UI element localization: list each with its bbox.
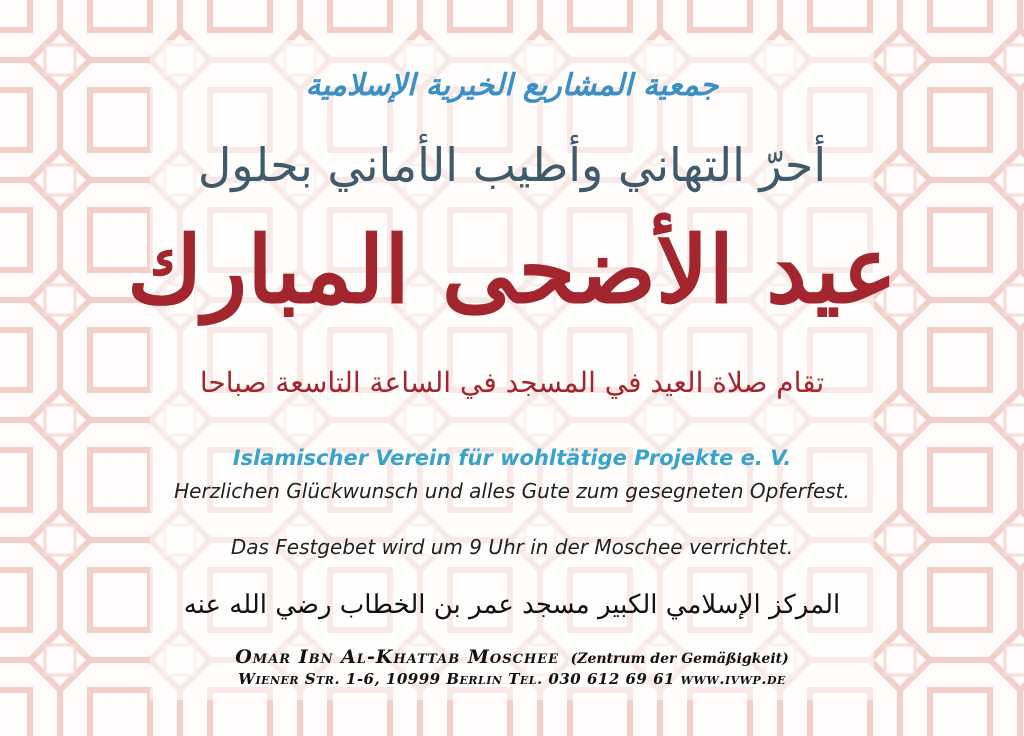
german-prayer-time: Das Festgebet wird um 9 Uhr in der Moschee verrichtet.	[230, 535, 794, 559]
arabic-greeting: أحرّ التهاني وأطيب الأماني بحلول	[197, 138, 827, 192]
arabic-eid-title: عيد الأضحى المبارك	[126, 216, 898, 324]
german-greeting: Herzlichen Glückwunsch und alles Gute zum gesegneten Opferfest.	[174, 479, 850, 503]
arabic-organization-name: جمعية المشاريع الخيرية الإسلامية	[305, 68, 719, 103]
mosque-address: Wiener Str. 1-6, 10999 Berlin Tel. 030 612 69 61 www.ivwp.de	[238, 670, 786, 688]
arabic-mosque-name: المركز الإسلامي الكبير مسجد عمر بن الخطاب رضي الله عنه	[183, 590, 841, 620]
mosque-name: Omar Ibn Al-Khattab Moschee	[235, 646, 560, 668]
mosque-name-line	[0, 646, 1024, 668]
arabic-prayer-time: تقام صلاة العيد في المسجد في الساعة التاسعة صباحا	[199, 366, 825, 399]
mosque-subtitle: (Zentrum der Gemäßigkeit)	[570, 651, 789, 667]
german-organization-name: Islamischer Verein für wohltätige Projekte e. V.	[232, 446, 792, 470]
